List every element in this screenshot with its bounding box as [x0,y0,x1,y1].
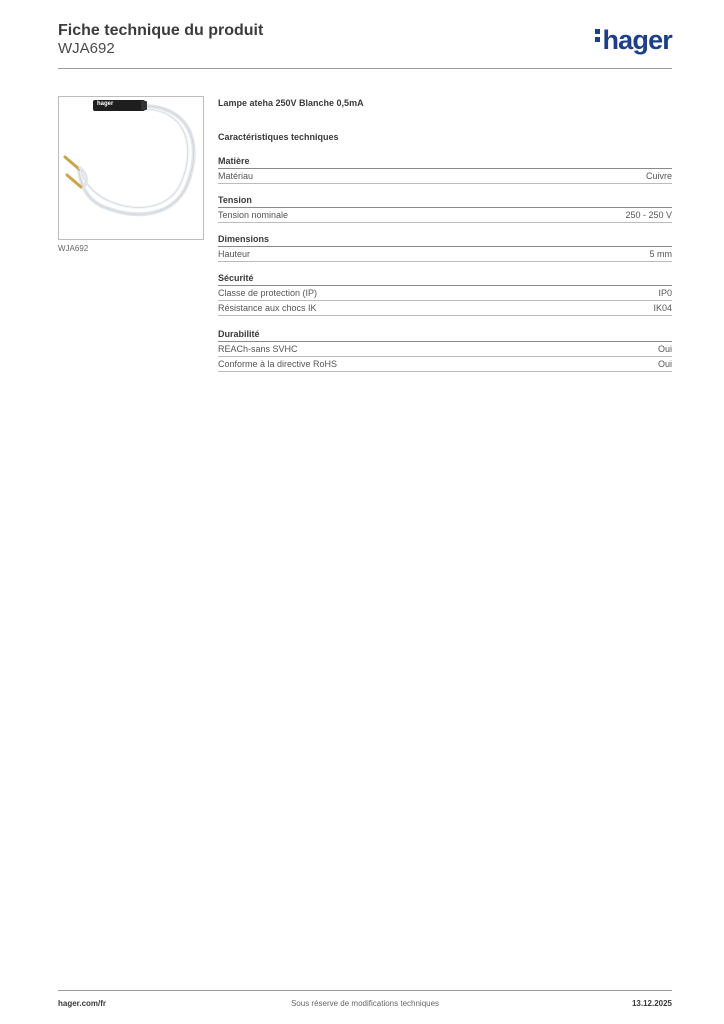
spec-value: Oui [657,359,672,369]
page-footer [58,990,672,1015]
spec-row [218,342,672,357]
spec-label: Matériau [218,171,254,181]
spec-value: 250 - 250 V [625,210,672,220]
footer-website-link[interactable]: hager.com/fr [58,999,107,1008]
page-header [58,22,672,69]
footer-date: 13.12.2025 [631,999,672,1008]
spec-label: REACh-sans SVHC [218,344,298,354]
spec-section-matiere [218,154,672,184]
spec-label: Tension nominale [218,210,289,220]
spec-heading: Caractéristiques techniques [218,132,339,142]
product-image [58,96,204,240]
product-code: WJA692 [58,40,115,57]
spec-section-securite [218,271,672,316]
section-title: Tension [218,193,672,208]
product-name: Lampe ateha 250V Blanche 0,5mA [218,98,364,108]
logo-dots-icon [595,26,600,45]
spec-value: 5 mm [649,249,672,259]
spec-label: Résistance aux chocs IK [218,303,317,313]
spec-value: IP0 [658,288,672,298]
spec-label: Conforme à la directive RoHS [218,359,338,369]
lamp-illustration-icon [59,97,203,239]
page-title: Fiche technique du produit [58,22,264,39]
section-title: Sécurité [218,271,672,286]
spec-panel [218,96,672,372]
spec-value: IK04 [653,303,672,313]
section-title: Dimensions [218,232,672,247]
spec-label: Classe de protection (IP) [218,288,318,298]
spec-value: Oui [657,344,672,354]
spec-row [218,208,672,223]
logo-text: hager [602,25,672,55]
hager-logo [595,26,672,54]
spec-row [218,169,672,184]
spec-row [218,301,672,316]
spec-label: Hauteur [218,249,251,259]
section-title: Matière [218,154,672,169]
lamp-body-label: hager [97,101,114,107]
spec-section-tension [218,193,672,223]
spec-section-dimensions [218,232,672,262]
spec-section-durabilite [218,327,672,372]
spec-row [218,357,672,372]
spec-value: Cuivre [645,171,672,181]
footer-note: Sous réserve de modifications techniques [290,999,440,1008]
section-title: Durabilité [218,327,672,342]
spec-row [218,247,672,262]
spec-row [218,286,672,301]
image-caption: WJA692 [58,244,89,253]
